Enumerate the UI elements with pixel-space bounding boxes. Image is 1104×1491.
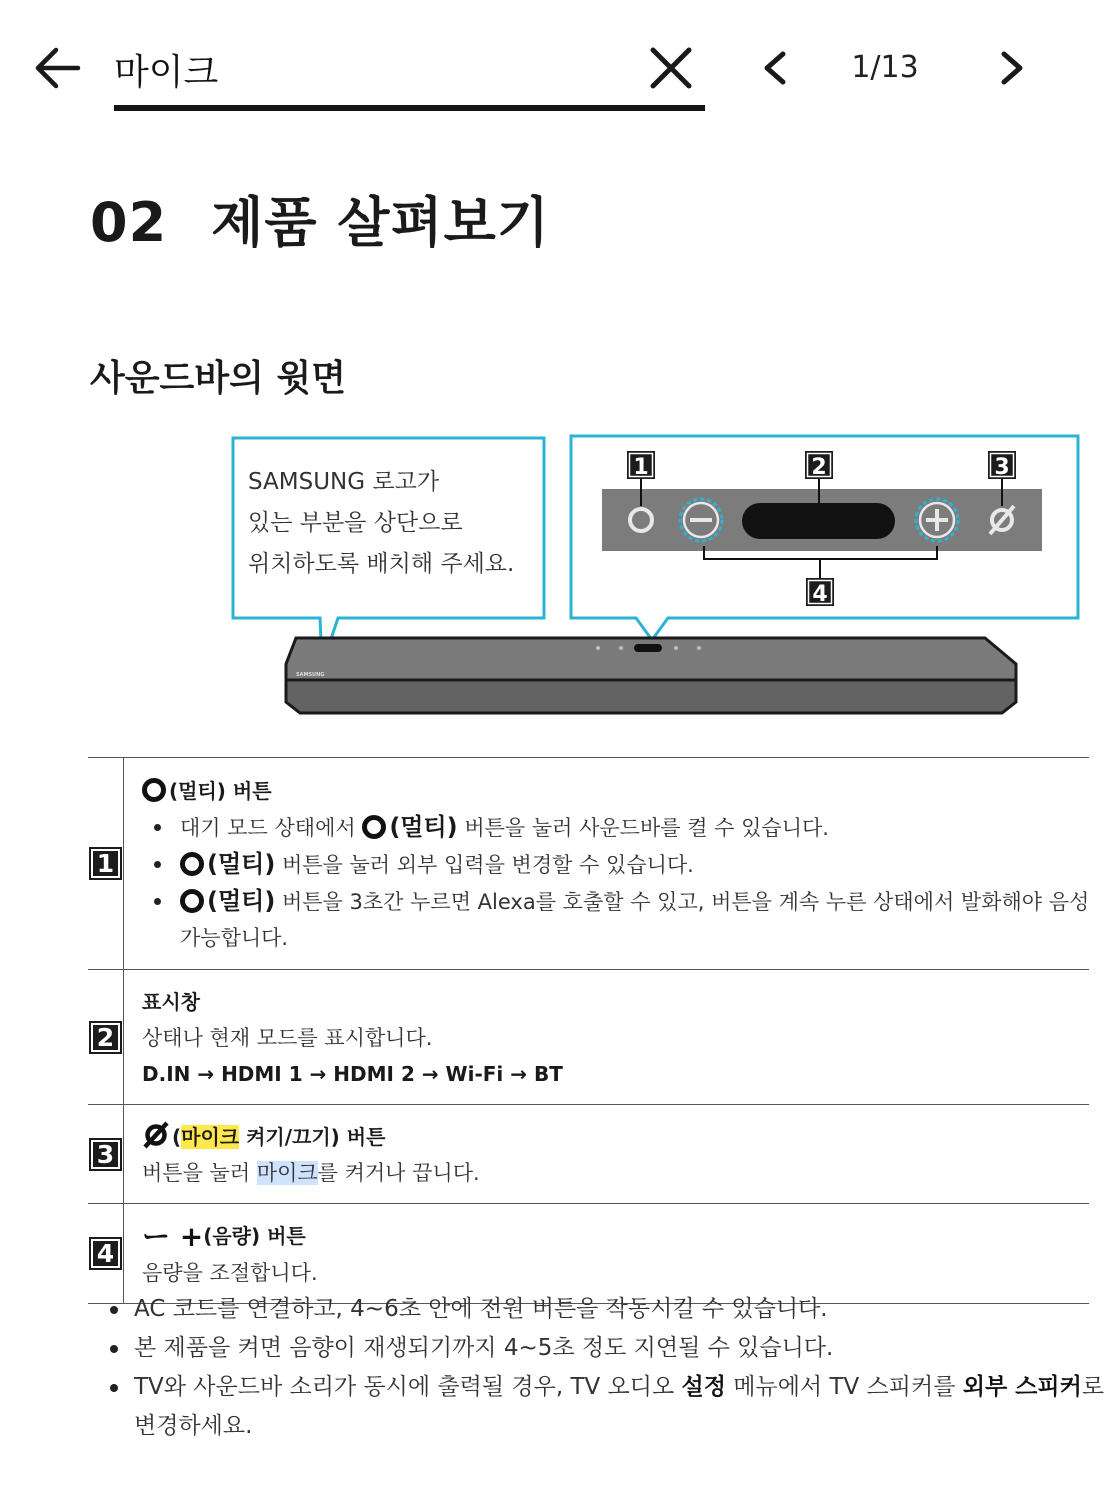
- previous-result-button[interactable]: [755, 44, 795, 92]
- label-badge-3: [988, 451, 1016, 480]
- table-row: [88, 1105, 1089, 1204]
- label-badge-4: [806, 578, 834, 607]
- callout-line-3: 위치하도록 배치해 주세요.: [248, 551, 515, 577]
- multi-button-icon: [142, 778, 166, 802]
- row-title: ー +(음량) 버튼: [142, 1220, 306, 1253]
- multi-button-icon: [180, 852, 204, 876]
- table-row: [88, 758, 1089, 970]
- feature-table: [88, 757, 1089, 1304]
- result-counter: 1/13: [851, 50, 919, 85]
- soundbar-body: [286, 638, 1016, 713]
- list-item: (멀티) 버튼을 눌러 외부 입력을 변경할 수 있습니다.: [142, 846, 1089, 883]
- row-title: (멀티) 버튼: [142, 773, 1089, 809]
- chapter-number: 02: [90, 191, 168, 254]
- row-number-badge: 2: [89, 1021, 122, 1054]
- list-item: 본 제품을 켜면 음향이 재생되기까지 4~5초 정도 지연될 수 있습니다.: [90, 1329, 1090, 1368]
- label-4-text: 4: [812, 582, 828, 607]
- chapter-title: [90, 180, 550, 257]
- chapter-name: 제품 살펴보기: [211, 191, 550, 254]
- label-3-text: 3: [994, 455, 1010, 480]
- search-input[interactable]: [114, 44, 634, 94]
- list-item: AC 코드를 연결하고, 4~6초 안에 전원 버튼을 작동시킬 수 있습니다.: [90, 1290, 1090, 1329]
- placement-callout-text: [248, 462, 538, 585]
- label-badge-1: [627, 451, 655, 480]
- row-title: 표시창: [142, 990, 200, 1014]
- search-match-highlight-current: 마이크: [256, 1161, 318, 1185]
- close-icon: [645, 42, 697, 94]
- back-arrow-icon: [28, 40, 88, 96]
- list-item: TV와 사운드바 소리가 동시에 출력될 경우, TV 오디오 설정 메뉴에서 TV 스피커를 외부 스피커로 변경하세요.: [90, 1368, 1090, 1446]
- row-title: (마이크 켜기/끄기) 버튼: [142, 1119, 1089, 1155]
- row-description: 음량을 조절합니다.: [142, 1261, 318, 1285]
- section-title: 사운드바의 윗면: [90, 358, 346, 399]
- multi-button-icon: [362, 815, 386, 839]
- bullet-list: [142, 809, 1089, 956]
- table-row: [88, 1204, 1089, 1304]
- display-window-graphic: [742, 503, 895, 539]
- search-field: [114, 36, 705, 112]
- notes-list: [90, 1290, 1104, 1446]
- list-item: 대기 모드 상태에서 (멀티) 버튼을 눌러 사운드바를 켤 수 있습니다.: [142, 809, 1089, 846]
- callout-line-2: 있는 부분을 상단으로: [248, 510, 463, 536]
- row-description: 버튼을 눌러 마이크를 켜거나 끕니다.: [142, 1161, 480, 1185]
- row-number-badge: 1: [89, 847, 122, 880]
- search-toolbar: [0, 0, 1080, 120]
- row-number-badge: 3: [89, 1138, 122, 1171]
- list-item: (멀티) 버튼을 3초간 누르면 Alexa를 호출할 수 있고, 버튼을 계속 누른 상태에서 발화해야 음성 가능합니다.: [142, 883, 1089, 956]
- back-button[interactable]: [28, 40, 88, 96]
- chevron-left-icon: [755, 44, 795, 92]
- mic-off-icon: [142, 1122, 170, 1148]
- row-number-badge: 4: [89, 1237, 122, 1270]
- row-description: 상태나 현재 모드를 표시합니다.: [142, 1026, 433, 1050]
- next-result-button[interactable]: [992, 44, 1032, 92]
- clear-search-button[interactable]: [645, 42, 697, 94]
- soundbar-brand-text: SAMSUNG: [296, 672, 325, 678]
- label-badge-2: [805, 451, 833, 480]
- volume-minus-plus-icon: ー +: [142, 1220, 204, 1253]
- search-match-highlight: 마이크: [181, 1125, 240, 1149]
- callout-line-1: SAMSUNG 로고가: [248, 469, 440, 495]
- label-2-text: 2: [811, 455, 827, 480]
- label-1-text: 1: [633, 455, 649, 480]
- soundbar-top-illustration: [0, 430, 1080, 730]
- chevron-right-icon: [992, 44, 1032, 92]
- multi-button-icon: [180, 889, 204, 913]
- search-underline: [114, 105, 705, 111]
- table-row: [88, 970, 1089, 1105]
- mode-sequence: D.IN → HDMI 1 → HDMI 2 → Wi-Fi → BT: [142, 1062, 563, 1086]
